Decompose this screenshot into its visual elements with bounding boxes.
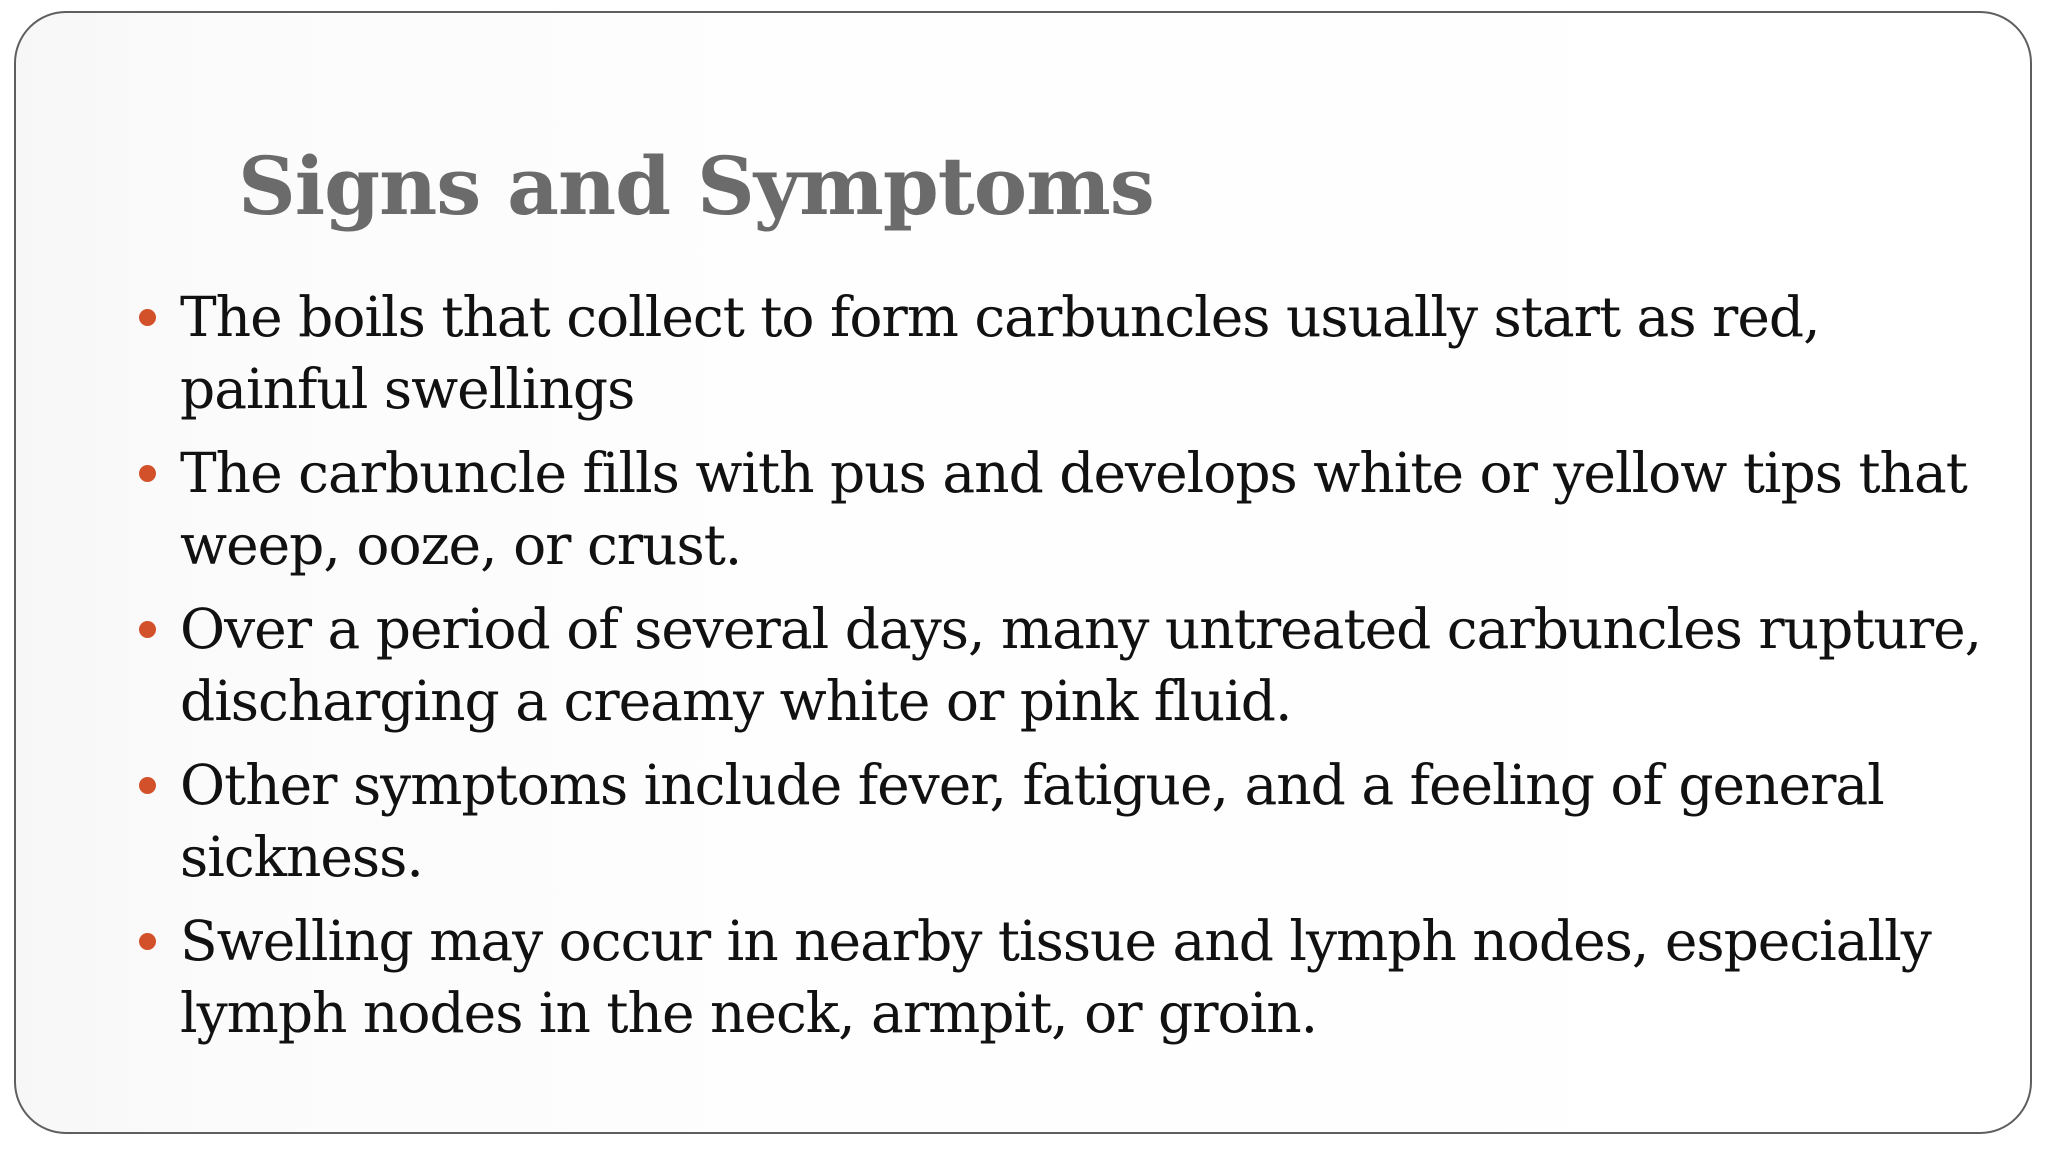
slide-title: Signs and Symptoms xyxy=(238,139,1154,233)
circle-bullet-icon xyxy=(139,465,156,482)
bullet-text-3: Over a period of several days, many untreated carbuncles rupture, discharging a creamy white or pink fluid. xyxy=(180,597,1982,733)
bullet-text-5: Swelling may occur in nearby tissue and lymph nodes, especially lymph nodes in the neck, armpit, or groin. xyxy=(180,909,1931,1045)
circle-bullet-icon xyxy=(139,933,156,950)
slide-frame xyxy=(14,11,2032,1134)
bullet-item-1 xyxy=(134,281,2014,425)
circle-bullet-icon xyxy=(139,309,156,326)
circle-bullet-icon xyxy=(139,777,156,794)
bullet-list xyxy=(134,281,2014,1061)
bullet-item-2 xyxy=(134,437,2014,581)
circle-bullet-icon xyxy=(139,621,156,638)
bullet-item-4 xyxy=(134,749,2014,893)
bullet-text-2: The carbuncle fills with pus and develops white or yellow tips that weep, ooze, or crust. xyxy=(180,441,1967,577)
bullet-text-4: Other symptoms include fever, fatigue, and a feeling of general sickness. xyxy=(180,753,1884,889)
bullet-item-3 xyxy=(134,593,2014,737)
bullet-item-5 xyxy=(134,905,2014,1049)
bullet-text-1: The boils that collect to form carbuncles usually start as red, painful swellings xyxy=(180,285,1820,421)
